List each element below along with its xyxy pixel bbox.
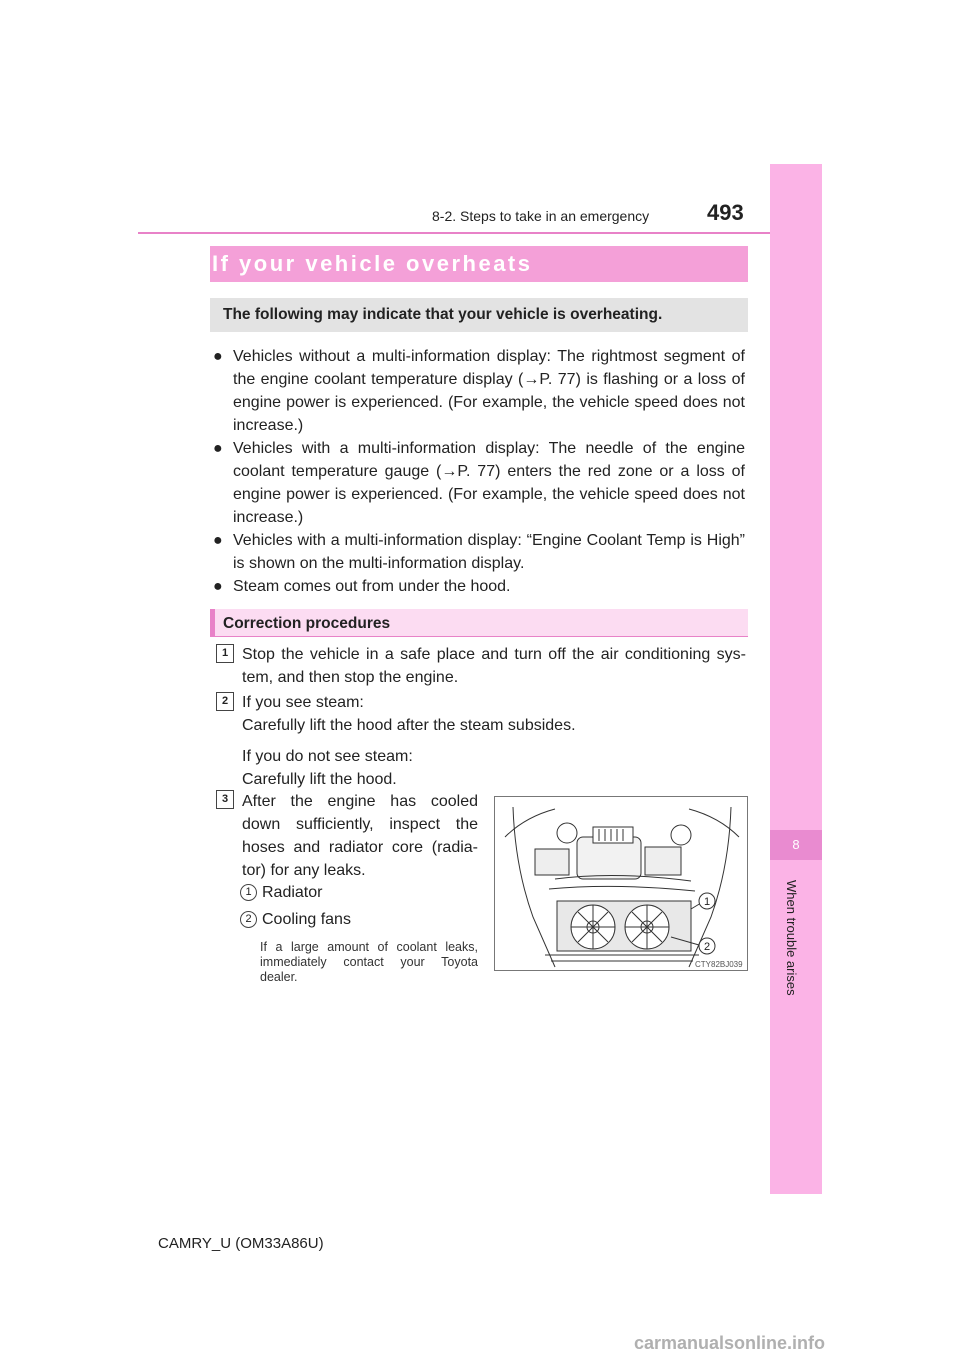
- chapter-title-vertical: [783, 880, 803, 1030]
- step-text: After the engine has cooled down sufficiently, inspect the hoses and radiator core (radia-tor) for any leaks.: [242, 793, 478, 879]
- callout-label: Radiator: [262, 884, 323, 901]
- step-number: 3: [216, 790, 234, 809]
- figure-code: CTY82BJ039: [695, 960, 743, 969]
- bullet-dot: ●: [213, 578, 223, 595]
- bullet-item: [213, 575, 745, 598]
- engine-bay-illustration: [495, 797, 748, 971]
- figure-callout-1-label: 1: [703, 896, 711, 908]
- page-number: 493: [707, 200, 744, 225]
- page-title: If your vehicle overheats: [212, 251, 533, 276]
- indicator-heading: The following may indicate that your vehicle is overheating.: [223, 306, 663, 323]
- step-text: If you do not see steam:: [242, 748, 413, 765]
- watermark: carmanualsonline.info: [634, 1333, 826, 1353]
- chapter-number: 8: [770, 830, 822, 860]
- coolant-note: If a large amount of coolant leaks, immediately contact your Toyota dealer.: [260, 940, 478, 984]
- bullet-dot: ●: [213, 348, 223, 365]
- step-text: Carefully lift the hood after the steam subsides.: [242, 717, 576, 734]
- callout-label: Cooling fans: [262, 911, 351, 928]
- step-number: 1: [216, 644, 234, 663]
- engine-bay-figure: [494, 796, 748, 971]
- section-header: 8-2. Steps to take in an emergency: [432, 208, 650, 224]
- callout-number: 2: [240, 911, 257, 928]
- figure-callout-2-label: 2: [703, 941, 711, 953]
- manual-code: CAMRY_U (OM33A86U): [158, 1235, 324, 1252]
- header-divider: [138, 232, 822, 234]
- step-text: Stop the vehicle in a safe place and turn off the air conditioning sys-tem, and then stop the engine.: [242, 646, 746, 686]
- step-text: If you see steam:: [242, 694, 364, 711]
- chapter-side-tab: [770, 164, 822, 1194]
- chapter-title: When trouble arises: [784, 880, 799, 996]
- bullet-dot: ●: [213, 532, 223, 549]
- correction-heading: Correction procedures: [223, 615, 391, 632]
- bullet-item: [213, 345, 745, 437]
- bullet-dot: ●: [213, 440, 223, 457]
- step-number: 2: [216, 692, 234, 711]
- bullet-item: [213, 437, 745, 529]
- bullet-text: Steam comes out from under the hood.: [233, 578, 511, 595]
- step-text: Carefully lift the hood.: [242, 771, 397, 788]
- bullet-text: Vehicles with a multi-information display: “Engine Coolant Temp is High” is shown on the multi-information display.: [233, 532, 745, 572]
- bullet-text: Vehicles without a multi-information display: The rightmost segment of the engine coolant temperature display (→P. 77) is flashing or a loss of engine power is experienced. (For example, the vehicle speed does not increase.): [233, 348, 745, 434]
- bullet-text: Vehicles with a multi-information display: The needle of the engine coolant temperature gauge (→P. 77) enters the red zone or a loss of engine power is experienced. (For example, the vehicle speed does not increase.): [233, 440, 745, 526]
- callout-number: 1: [240, 884, 257, 901]
- bullet-item: [213, 529, 745, 575]
